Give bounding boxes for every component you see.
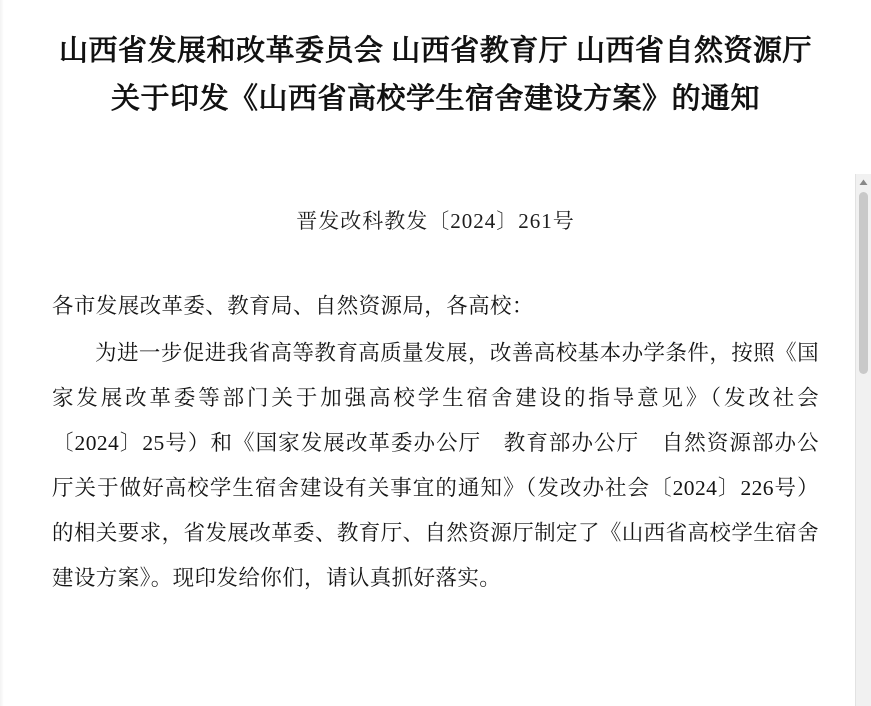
salutation-paragraph: 各市发展改革委、教育局、自然资源局，各高校： (52, 294, 534, 318)
document-number: 晋发改科教发〔2024〕261号 (296, 209, 575, 233)
scroll-up-button[interactable] (856, 174, 871, 190)
caret-up-icon (859, 179, 868, 186)
vertical-scrollbar[interactable] (855, 174, 871, 706)
page-title (20, 28, 851, 122)
body-paragraph-1: 为进一步促进我省高等教育高质量发展，改善高校基本办学条件，按照《国家发展改革委等部门关于加强高校学生宿舍建设的指导意见》（发改社会〔2024〕25号）和《国家发展改革委办公厅 教育部办公厅 自然资源部办公厅关于做好高校学生宿舍建设有关事宜的通知》（发改办社会〔2024〕226号）的相关要求，省发展改革委、教育厅、自然资源厅制定了《山西省高校学生宿舍建设方案》。现印发给你们，请认真抓好落实。 (52, 341, 819, 590)
vertical-scroll-thumb[interactable] (859, 192, 868, 374)
title-line-2: 关于印发《山西省高校学生宿舍建设方案》的通知 (110, 83, 760, 115)
title-line-1: 山西省发展和改革委员会 山西省教育厅 山西省自然资源厅 (58, 35, 812, 67)
document-header (0, 0, 871, 122)
title-body-spacer (0, 122, 871, 148)
document-body (52, 284, 819, 601)
